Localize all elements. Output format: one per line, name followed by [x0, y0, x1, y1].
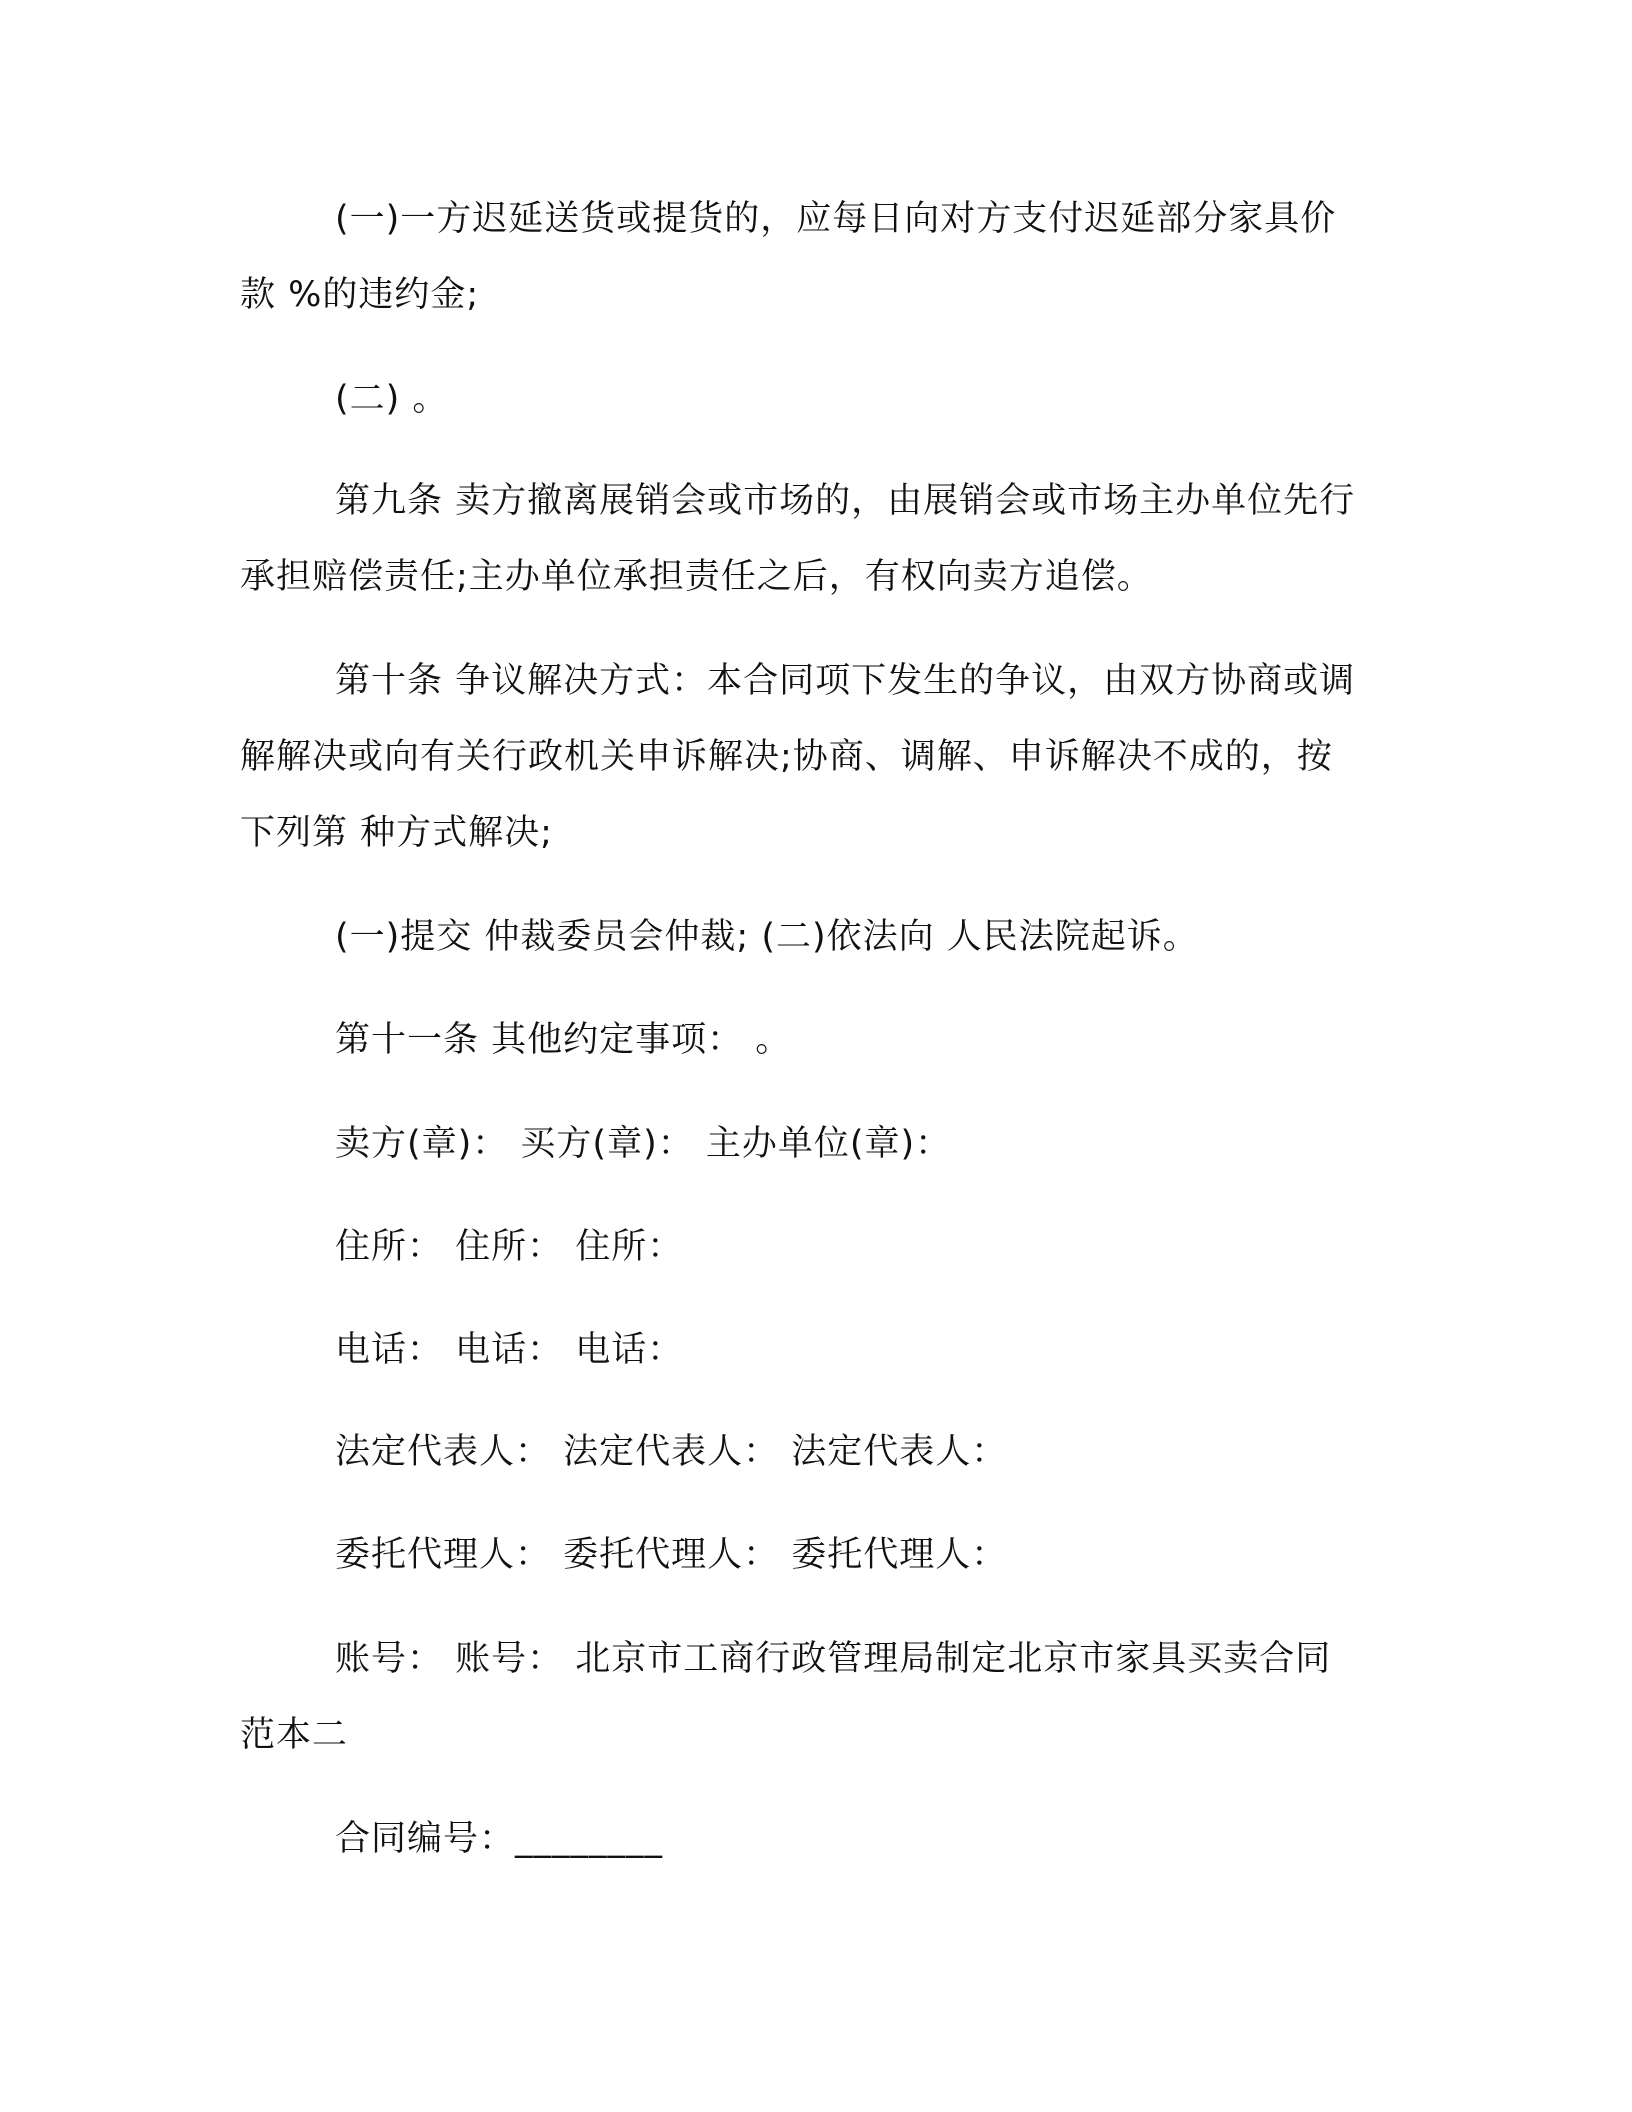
- clause-10-line-1: 第十条 争议解决方式：本合同项下发生的争议，由双方协商或调: [335, 661, 1356, 701]
- clause-8-item-1-line-2: 款 %的违约金;: [240, 275, 480, 315]
- clause-8-item-1-line-1: (一)一方迟延送货或提货的，应每日向对方支付迟延部分家具价: [335, 199, 1337, 239]
- template-two-heading: 范本二: [240, 1715, 349, 1755]
- clause-9-line-2: 承担赔偿责任;主办单位承担责任之后，有权向卖方追偿。: [240, 557, 1153, 597]
- clause-10-options: (一)提交 仲裁委员会仲裁; (二)依法向 人民法院起诉。: [335, 917, 1199, 957]
- clause-9-line-1: 第九条 卖方撤离展销会或市场的，由展销会或市场主办单位先行: [335, 481, 1356, 521]
- clause-10-line-3: 下列第 种方式解决;: [240, 813, 553, 853]
- signature-parties-row: 卖方(章)： 买方(章)： 主办单位(章)：: [335, 1124, 952, 1164]
- legal-representative-row: 法定代表人： 法定代表人： 法定代表人：: [335, 1432, 1008, 1472]
- phone-row: 电话： 电话： 电话：: [335, 1330, 684, 1370]
- authorized-agent-row: 委托代理人： 委托代理人： 委托代理人：: [335, 1535, 1008, 1575]
- clause-10-line-2: 解解决或向有关行政机关申诉解决;协商、调解、申诉解决不成的，按: [240, 737, 1333, 777]
- clause-11: 第十一条 其他约定事项： 。: [335, 1020, 792, 1060]
- account-row-line-1: 账号： 账号： 北京市工商行政管理局制定北京市家具买卖合同: [335, 1639, 1332, 1679]
- clause-8-item-2: (二) 。: [335, 379, 449, 419]
- address-row: 住所： 住所： 住所：: [335, 1227, 684, 1267]
- contract-number-line: 合同编号：________: [335, 1819, 664, 1859]
